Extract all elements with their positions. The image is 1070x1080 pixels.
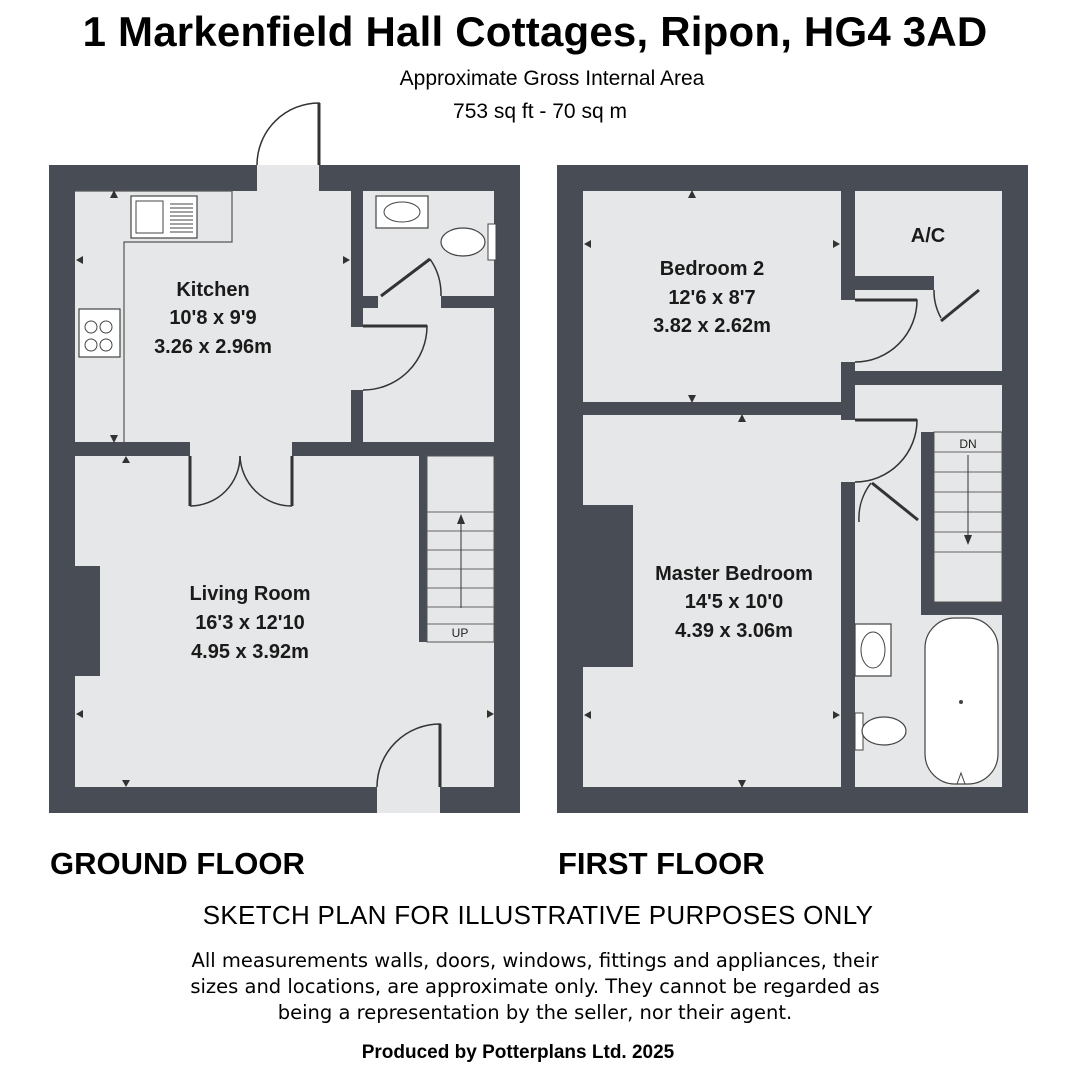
hall-doorway <box>351 327 363 390</box>
hall-area <box>363 308 494 442</box>
wc-doorway <box>378 296 441 308</box>
disclaimer-line: sizes and locations, are approximate only. They cannot be regarded as <box>190 975 880 998</box>
master-bedroom-imperial: 14'5 x 10'0 <box>684 591 784 613</box>
first-floor-toilet-icon <box>862 717 906 745</box>
living-room-imperial: 16'3 x 12'10 <box>195 612 305 634</box>
kitchen-name: Kitchen <box>176 279 250 301</box>
kitchen-imperial: 10'8 x 9'9 <box>169 307 257 329</box>
back-door-opening <box>257 165 319 191</box>
area-caption: Approximate Gross Internal Area <box>399 67 705 90</box>
stairs-up-label: UP <box>451 626 469 640</box>
area-value: 753 sq ft - 70 sq m <box>453 100 627 123</box>
ac-label: A/C <box>910 225 946 247</box>
toilet-icon <box>441 228 485 256</box>
ground-floor-label: GROUND FLOOR <box>50 846 305 881</box>
stairs-down <box>934 432 1002 602</box>
bedroom-2-name: Bedroom 2 <box>659 258 765 280</box>
toilet-cistern-icon <box>488 224 496 260</box>
living-room-metric: 4.95 x 3.92m <box>191 641 309 663</box>
chimney-breast <box>75 566 100 676</box>
first-floor-chimney-breast <box>583 505 633 667</box>
produced-by: Produced by Potterplans Ltd. 2025 <box>361 1042 675 1063</box>
stairs-up <box>427 456 494 642</box>
kitchen-living-doorway <box>190 442 292 456</box>
hob-icon <box>79 309 120 357</box>
first-floor-plan <box>557 165 1028 813</box>
disclaimer-line: being a representation by the seller, nor their agent. <box>277 1001 793 1024</box>
bedroom-2-metric: 3.82 x 2.62m <box>653 315 771 337</box>
landing-mid <box>855 385 1002 432</box>
stair-wall <box>419 456 427 642</box>
disclaimer-line: All measurements walls, doors, windows, fittings and appliances, their <box>191 949 879 972</box>
back-door-swing <box>257 103 319 165</box>
first-floor-label: FIRST FLOOR <box>558 846 765 881</box>
bedroom-2-imperial: 12'6 x 8'7 <box>668 287 756 309</box>
bedroom-2-doorway <box>841 300 855 362</box>
front-door-opening <box>377 787 440 813</box>
master-bedroom-metric: 4.39 x 3.06m <box>675 620 793 642</box>
master-bedroom-name: Master Bedroom <box>655 563 813 585</box>
sketch-notice: SKETCH PLAN FOR ILLUSTRATIVE PURPOSES ONLY <box>202 900 874 930</box>
living-room-name: Living Room <box>189 583 311 605</box>
page-title: 1 Markenfield Hall Cottages, Ripon, HG4 3AD <box>82 8 988 55</box>
master-doorway <box>841 420 855 482</box>
stairs-down-label: DN <box>959 437 977 451</box>
kitchen-metric: 3.26 x 2.96m <box>154 336 272 358</box>
ac-doorway <box>934 276 1002 290</box>
disclaimer <box>0 948 1070 1026</box>
ground-floor-plan <box>49 103 520 813</box>
